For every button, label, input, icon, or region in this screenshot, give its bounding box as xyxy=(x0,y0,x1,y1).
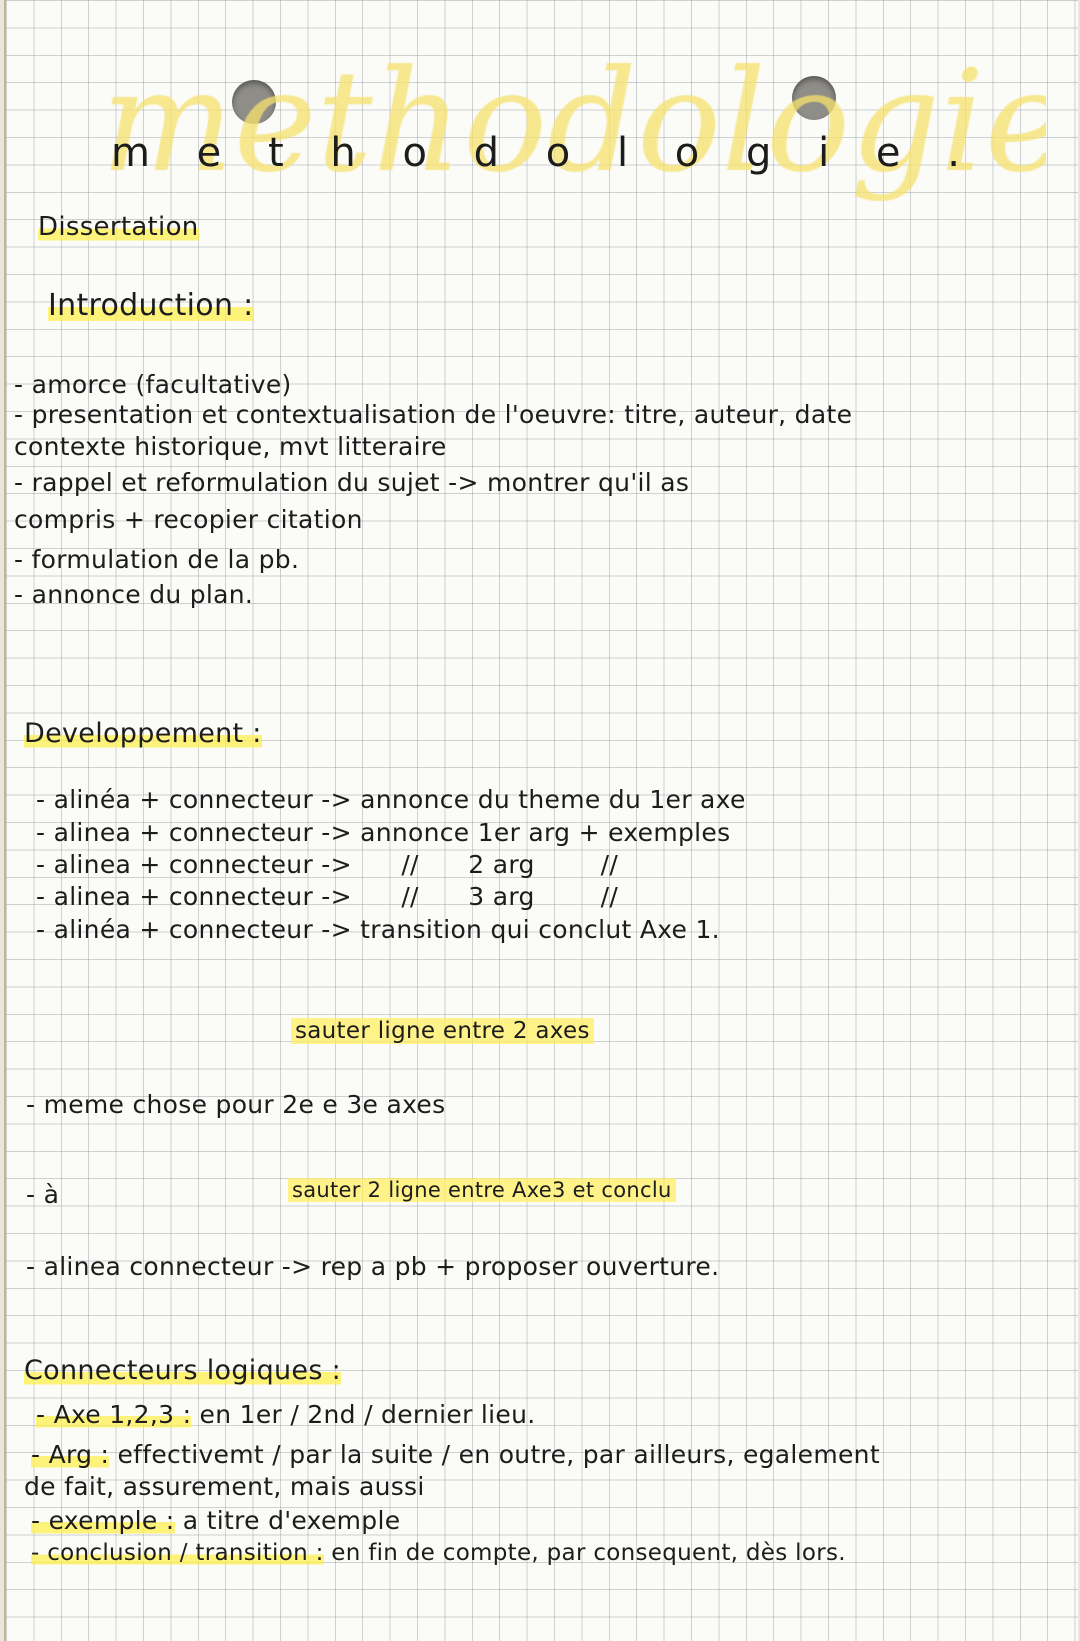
connector-line xyxy=(24,1472,425,1501)
dev-line: - alinea + connecteur -> // 3 arg // xyxy=(36,882,619,911)
dev-line: - meme chose pour 2e e 3e axes xyxy=(26,1090,446,1119)
dev-line: - à xyxy=(26,1180,60,1209)
note-skip-two-lines: sauter 2 ligne entre Axe3 et conclu xyxy=(288,1178,676,1202)
intro-line: - rappel et reformulation du sujet -> montrer qu'il as xyxy=(14,468,690,497)
connector-line xyxy=(31,1540,846,1566)
connector-label: - Arg : xyxy=(31,1440,110,1469)
dev-line: - alinea + connecteur -> // 2 arg // xyxy=(36,850,619,879)
connector-line xyxy=(36,1400,536,1429)
connector-label: - conclusion / transition : xyxy=(31,1540,324,1566)
connector-line xyxy=(31,1440,880,1469)
grid-paper-page xyxy=(4,0,1078,1641)
intro-line: compris + recopier citation xyxy=(14,505,363,534)
dev-heading: Developpement : xyxy=(24,718,262,749)
dev-line: - alinéa + connecteur -> annonce du theme du 1er axe xyxy=(36,785,746,814)
intro-line: - formulation de la pb. xyxy=(14,545,300,574)
connector-line xyxy=(31,1506,400,1535)
page-title: m e t h o d o l o g i e . xyxy=(111,130,977,176)
connector-text: en fin de compte, par consequent, dès lors. xyxy=(323,1540,846,1566)
connector-text: a titre d'exemple xyxy=(174,1506,401,1535)
connector-text: de fait, assurement, mais aussi xyxy=(24,1472,425,1501)
intro-heading: Introduction : xyxy=(48,288,254,323)
intro-line: - annonce du plan. xyxy=(14,580,254,609)
intro-line: - presentation et contextualisation de l'oeuvre: titre, auteur, date xyxy=(14,400,853,429)
connector-text: effectivemt / par la suite / en outre, par ailleurs, egalement xyxy=(109,1440,880,1469)
dev-line: - alinea + connecteur -> annonce 1er arg + exemples xyxy=(36,818,731,847)
connector-text: en 1er / 2nd / dernier lieu. xyxy=(191,1400,536,1429)
note-skip-line: sauter ligne entre 2 axes xyxy=(291,1018,594,1044)
section-heading: Dissertation xyxy=(38,212,199,242)
connector-label: - Axe 1,2,3 : xyxy=(36,1400,192,1429)
dev-line: - alinéa + connecteur -> transition qui conclut Axe 1. xyxy=(36,915,720,944)
dev-line: - alinea connecteur -> rep a pb + proposer ouverture. xyxy=(26,1252,720,1281)
connector-label: - exemple : xyxy=(31,1506,175,1535)
intro-line: contexte historique, mvt litteraire xyxy=(14,432,447,461)
connectors-heading: Connecteurs logiques : xyxy=(24,1355,341,1386)
title-script-decoration xyxy=(86,20,1046,210)
intro-line: - amorce (facultative) xyxy=(14,370,292,399)
